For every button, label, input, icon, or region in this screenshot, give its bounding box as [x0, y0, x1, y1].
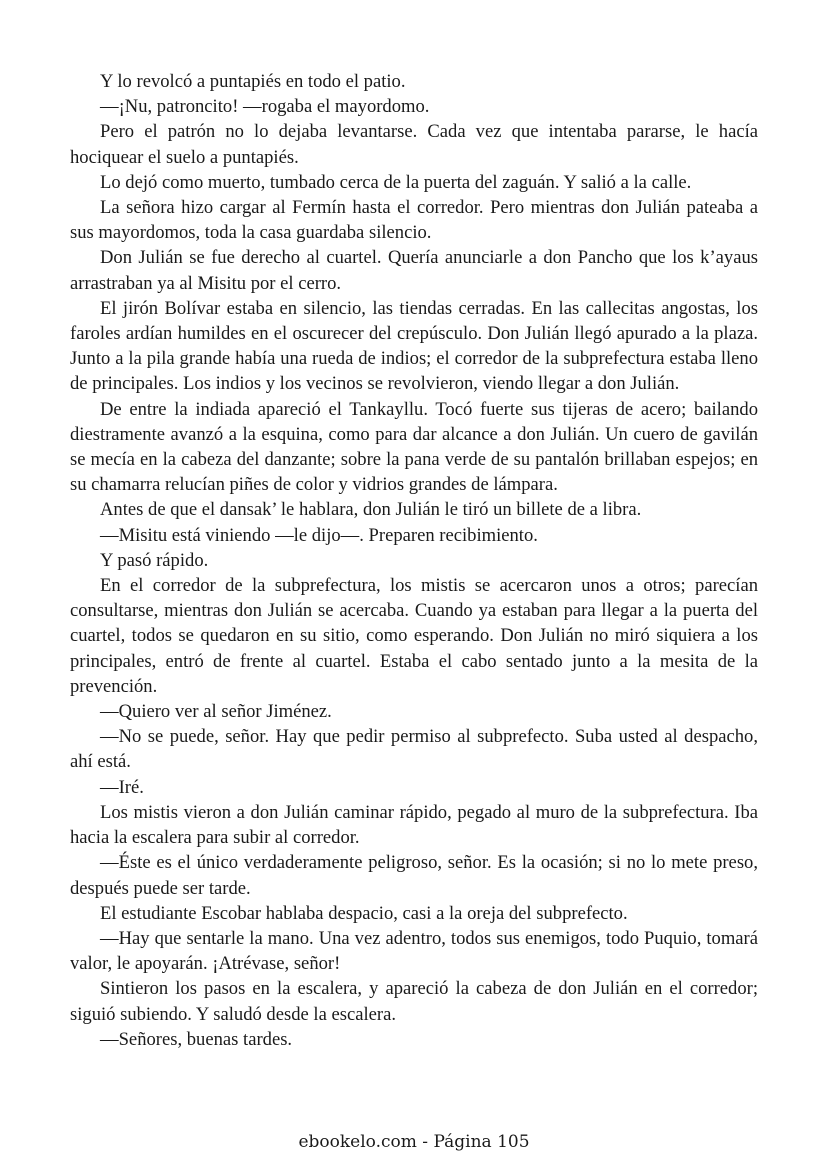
paragraph: El jirón Bolívar estaba en silencio, las tiendas cerradas. En las callecitas angostas, los faroles ardían humildes en el oscurecer del crepúsculo. Don Julián llegó apurado a la plaza. Junto a la pila grande había una rueda de indios; el corredor de la subprefectura estaba lleno de principales. Los indios y los vecinos se revolvieron, viendo llegar a don Julián.: [70, 297, 758, 395]
paragraph: —No se puede, señor. Hay que pedir permiso al subprefecto. Suba usted al despacho, ahí está.: [70, 726, 758, 773]
paragraph: —Iré.: [100, 776, 144, 798]
page-body: [70, 69, 758, 1052]
paragraph: —¡Nu, patroncito! —rogaba el mayordomo.: [100, 96, 430, 118]
paragraph: El estudiante Escobar hablaba despacio, casi a la oreja del subprefecto.: [100, 902, 628, 924]
paragraph: Don Julián se fue derecho al cuartel. Quería anunciarle a don Pancho que los k’ayaus arrastraban ya al Misitu por el cerro.: [70, 247, 758, 294]
paragraph: De entre la indiada apareció el Tankayllu. Tocó fuerte sus tijeras de acero; bailando diestramente avanzó a la esquina, como para dar alcance a don Julián. Un cuero de gavilán se mecía en la cabeza del danzante; sobre la pana verde de su pantalón brillaban espejos; en su chamarra relucían piñes de color y vidrios grandes de lámpara.: [70, 398, 758, 496]
paragraph: Lo dejó como muerto, tumbado cerca de la puerta del zaguán. Y salió a la calle.: [100, 171, 692, 193]
paragraph: —Quiero ver al señor Jiménez.: [100, 701, 332, 723]
paragraph: Y lo revolcó a puntapiés en todo el patio.: [100, 71, 406, 92]
paragraph: —Misitu está viniendo —le dijo—. Preparen recibimiento.: [100, 524, 538, 546]
paragraph: La señora hizo cargar al Fermín hasta el corredor. Pero mientras don Julián pateaba a sus mayordomos, toda la casa guardaba silencio.: [70, 197, 758, 244]
paragraph: Sintieron los pasos en la escalera, y apareció la cabeza de don Julián en el corredor; siguió subiendo. Y saludó desde la escalera.: [70, 978, 758, 1025]
paragraph: En el corredor de la subprefectura, los mistis se acercaron unos a otros; parecían consultarse, mientras don Julián se acercaba. Cuando ya estaban para llegar a la puerta del cuartel, todos se quedaron en su sitio, como esperando. Don Julián no miró siquiera a los principales, entró de frente al cuartel. Estaba el cabo sentado junto a la mesita de la prevención.: [70, 575, 758, 697]
paragraph: Antes de que el dansak’ le hablara, don Julián le tiró un billete de a libra.: [100, 499, 642, 521]
paragraph: Pero el patrón no lo dejaba levantarse. Cada vez que intentaba pararse, le hacía hociquear el suelo a puntapiés.: [70, 121, 758, 168]
paragraph: —Éste es el único verdaderamente peligroso, señor. Es la ocasión; si no lo mete preso, después puede ser tarde.: [70, 852, 758, 899]
page-footer: ebookelo.com - Página 105: [298, 1132, 530, 1152]
paragraph: Y pasó rápido.: [100, 549, 209, 571]
paragraph: Los mistis vieron a don Julián caminar rápido, pegado al muro de la subprefectura. Iba hacia la escalera para subir al corredor.: [70, 801, 758, 849]
paragraph: —Señores, buenas tardes.: [100, 1028, 293, 1050]
paragraph: —Hay que sentarle la mano. Una vez adentro, todos sus enemigos, todo Puquio, tomará valor, le apoyarán. ¡Atrévase, señor!: [70, 927, 758, 975]
